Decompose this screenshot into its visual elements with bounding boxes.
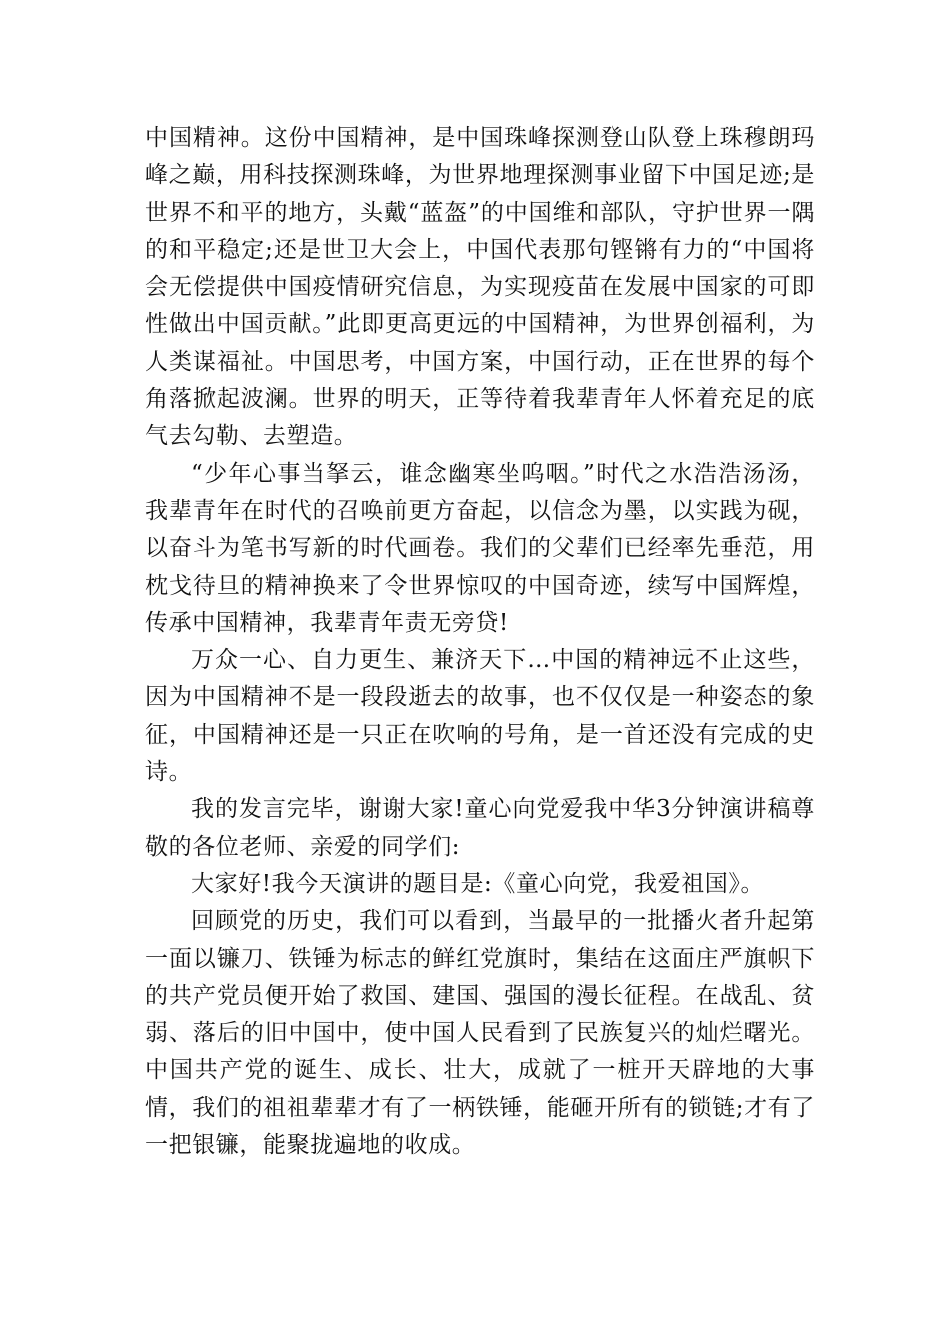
paragraph-3: 万众一心、自力更生、兼济天下…中国的精神远不止这些，因为中国精神不是一段段逝去的故事，也不仅仅是一种姿态的象征，中国精神还是一只正在吹响的号角，是一首还没有完成的史诗。 — [145, 647, 815, 786]
paragraph-6: 回顾党的历史，我们可以看到，当最早的一批播火者升起第一面以镰刀、铁锤为标志的鲜红党旗时，集结在这面庄严旗帜下的共产党员便开始了救国、建国、强国的漫长征程。在战乱、贫弱、落后的旧中国中，使中国人民看到了民族复兴的灿烂曙光。中国共产党的诞生、成长、壮大，成就了一桩开天辟地的大事情，我们的祖祖辈辈才有了一柄铁锤，能砸开所有的锁链;才有了一把银镰，能聚拢遍地的收成。 — [145, 908, 815, 1159]
paragraph-5: 大家好!我今天演讲的题目是:《童心向党，我爱祖国》。 — [191, 870, 765, 897]
paragraph-4: 我的发言完毕，谢谢大家!童心向党爱我中华3分钟演讲稿尊敬的各位老师、亲爱的同学们: — [145, 796, 815, 860]
paragraph-1: 中国精神。这份中国精神，是中国珠峰探测登山队登上珠穆朗玛峰之巅，用科技探测珠峰，为世界地理探测事业留下中国足迹;是世界不和平的地方，头戴“蓝盔”的中国维和部队，守护世界一隅的和平稳定;还是世卫大会上，中国代表那句铿锵有力的“中国将会无偿提供中国疫情研究信息，为实现疫苗在发展中国家的可即性做出中国贡献。”此即更高更远的中国精神，为世界创福利，为人类谋福祉。中国思考，中国方案，中国行动，正在世界的每个角落掀起波澜。世界的明天，正等待着我辈青年人怀着充足的底气去勾勒、去塑造。 — [145, 125, 815, 450]
document-body — [145, 120, 815, 1164]
paragraph-2: “少年心事当拏云，谁念幽寒坐呜咽。”时代之水浩浩汤汤，我辈青年在时代的召唤前更方奋起，以信念为墨，以实践为砚，以奋斗为笔书写新的时代画卷。我们的父辈们已经率先垂范，用枕戈待旦的精神换来了令世界惊叹的中国奇迹，续写中国辉煌，传承中国精神，我辈青年责无旁贷! — [145, 460, 815, 636]
